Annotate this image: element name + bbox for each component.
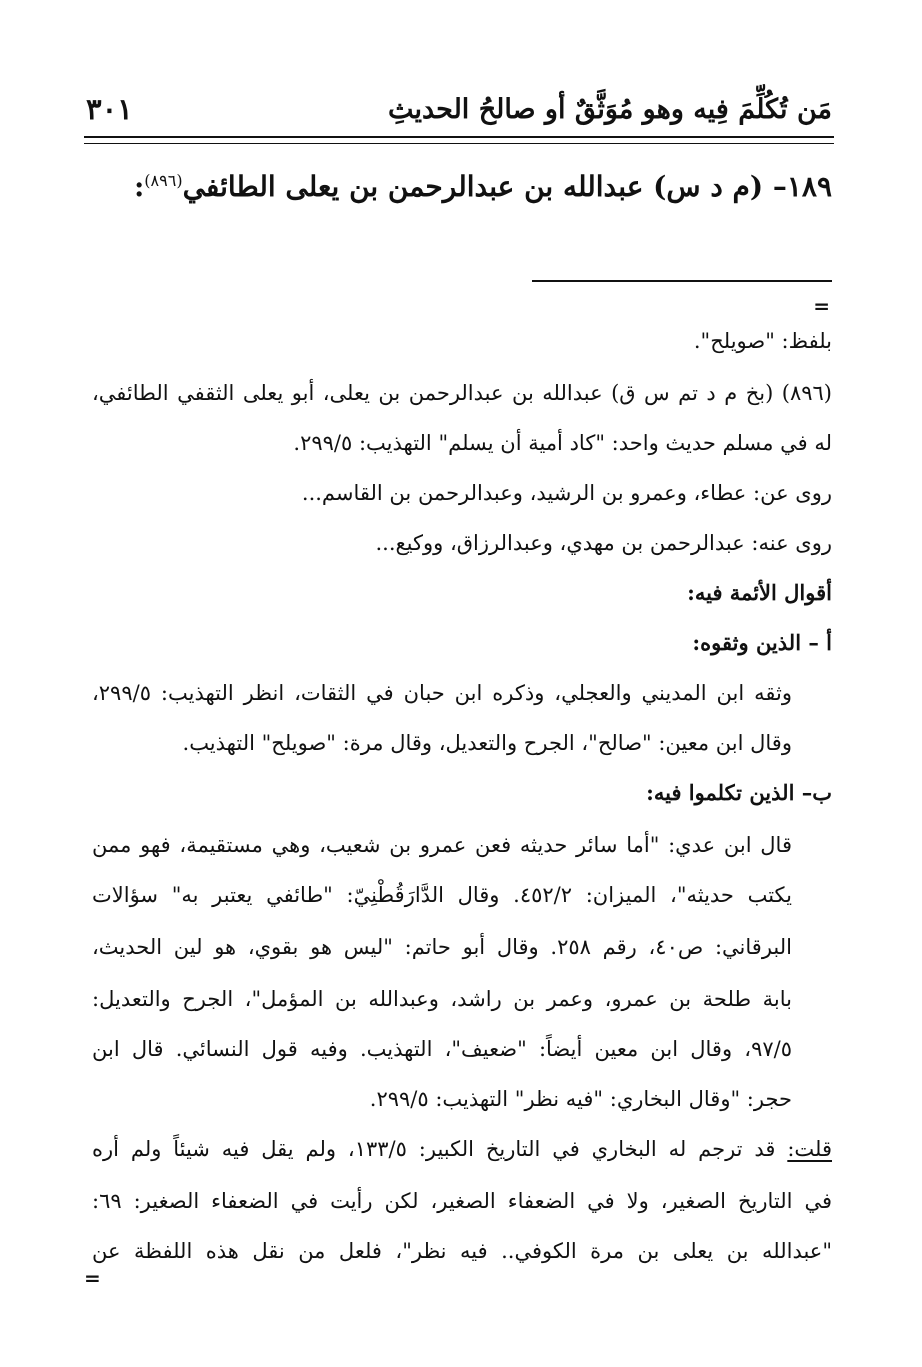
footnote-line: "عبدالله بن يعلى بن مرة الكوفي.. فيه نظر"، فلعل من نقل هذه اللفظة عن	[92, 1239, 832, 1263]
subsection-heading: أ – الذين وثقوه:	[692, 630, 832, 655]
footnote-line: (٨٩٦) (بخ م د تم س ق) عبدالله بن عبدالرحمن بن يعلى، أبو يعلى الثقفي الطائفي،	[92, 381, 832, 405]
page-number: ٣٠١	[86, 92, 133, 126]
page-header	[86, 88, 832, 130]
footnote-line: قال ابن عدي: "أما سائر حديثه فعن عمرو بن شعيب، وهي مستقيمة، فهو ممن	[92, 833, 792, 857]
footnote-line: وقال ابن معين: "صالح"، الجرح والتعديل، وقال مرة: "صويلح" التهذيب.	[182, 731, 792, 755]
entry-heading	[92, 170, 832, 203]
section-heading: أقوال الأئمة فيه:	[687, 580, 832, 605]
footnote-line: بلفظ: "صويلح".	[693, 329, 832, 353]
header-rule-thick	[84, 136, 834, 138]
footnote-line: بابة طلحة بن عمرو، وعمر بن راشد، وعبدالله بن المؤمل"، الجرح والتعديل:	[92, 987, 792, 1011]
footnote-ref: (٨٩٦)	[144, 171, 183, 190]
qult-label: قلت:	[787, 1137, 832, 1161]
running-title: مَن تُكُلِّمَ فِيه وهو مُوَثَّقٌ أو صالحُ الحديثِ	[387, 93, 832, 125]
entry-number: ١٨٩–	[772, 170, 832, 203]
entry-name: (م د س) عبدالله بن عبدالرحمن بن يعلى الطائفي	[182, 170, 764, 203]
qult-text: قد ترجم له البخاري في التاريخ الكبير: ١٣٣/٥، ولم يقل فيه شيئاً ولم أره	[92, 1137, 776, 1161]
footnote-separator	[532, 280, 832, 282]
footnote-line: وثقه ابن المديني والعجلي، وذكره ابن حبان في الثقات، انظر التهذيب: ٢٩٩/٥،	[92, 681, 792, 705]
footnote-line: ٩٧/٥، وقال ابن معين أيضاً: "ضعيف"، التهذيب. وفيه قول النسائي. قال ابن	[92, 1037, 792, 1061]
qult-line	[92, 1134, 832, 1164]
footnote-line: له في مسلم حديث واحد: "كاد أمية أن يسلم" التهذيب: ٢٩٩/٥.	[293, 431, 832, 455]
subsection-heading: ب– الذين تكلموا فيه:	[646, 780, 832, 805]
footnote-line: في التاريخ الصغير، ولا في الضعفاء الصغير، لكن رأيت في الضعفاء الصغير: ٦٩:	[92, 1189, 832, 1213]
footnote-line: روى عن: عطاء، وعمرو بن الرشيد، وعبدالرحمن بن القاسم...	[301, 481, 832, 505]
footnote-line: يكتب حديثه"، الميزان: ٤٥٢/٢. وقال الدَّارَقُطْنِيّ: "طائفي يعتبر به" سؤالات	[92, 883, 793, 907]
footnote-line: البرقاني: ص٤٠، رقم ٢٥٨. وقال أبو حاتم: "ليس هو بقوي، هو لين الحديث،	[92, 935, 792, 959]
footnote-line: حجر: "وقال البخاري: "فيه نظر" التهذيب: ٢٩٩/٥.	[369, 1087, 792, 1111]
footnote-line: روى عنه: عبدالرحمن بن مهدي، وعبدالرزاق، ووكيع...	[375, 531, 832, 555]
header-rule-thin	[84, 143, 834, 144]
continuation-mark-bottom: =	[84, 1266, 101, 1290]
continuation-mark-top: =	[813, 294, 830, 318]
entry-colon: :	[133, 170, 145, 203]
